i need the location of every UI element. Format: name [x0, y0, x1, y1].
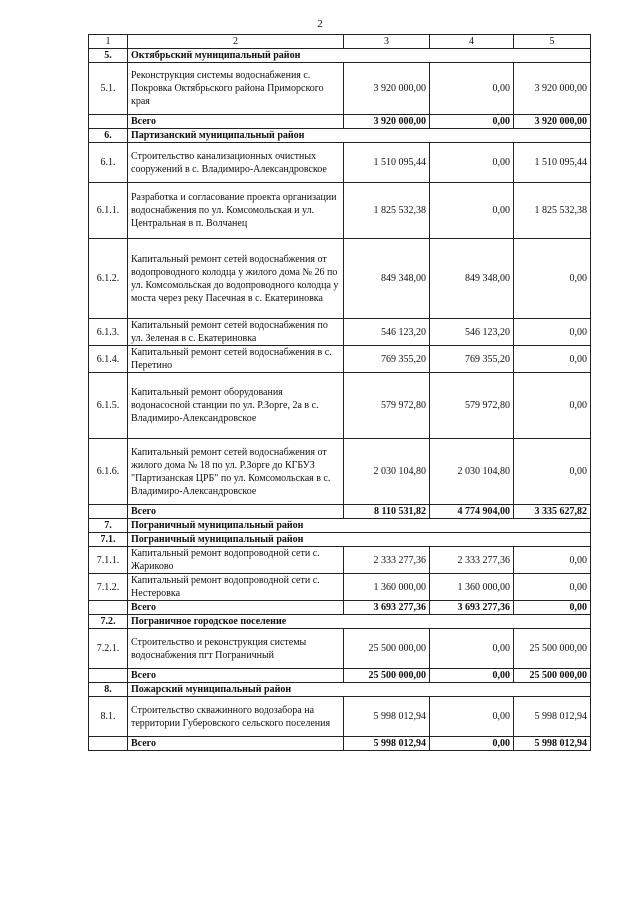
value-col4: 579 972,80: [430, 373, 514, 439]
value-col5: 0,00: [514, 319, 591, 346]
total-value-col4: 3 693 277,36: [430, 601, 514, 615]
section-number: 5.: [89, 49, 128, 63]
item-number: 6.1.2.: [89, 239, 128, 319]
value-col3: 2 030 104,80: [344, 439, 430, 505]
section-row: [89, 49, 591, 63]
header-cell: 3: [344, 35, 430, 49]
table-row: [89, 629, 591, 669]
value-col5: 0,00: [514, 547, 591, 574]
total-row: [89, 505, 591, 519]
item-name: Строительство скважинного водозабора на территории Губеровского сельского поселения: [128, 697, 344, 737]
section-number: 6.: [89, 129, 128, 143]
value-col4: 2 030 104,80: [430, 439, 514, 505]
header-cell: 2: [128, 35, 344, 49]
total-row: [89, 601, 591, 615]
table-row: [89, 547, 591, 574]
item-number: 6.1.1.: [89, 183, 128, 239]
total-value-col3: 25 500 000,00: [344, 669, 430, 683]
table-row: [89, 346, 591, 373]
item-number: 5.1.: [89, 63, 128, 115]
total-label: Всего: [128, 505, 344, 519]
table-row: [89, 63, 591, 115]
table-row: [89, 697, 591, 737]
item-name: Разработка и согласование проекта организации водоснабжения по ул. Комсомольская и ул. Центральная в п. Волчанец: [128, 183, 344, 239]
section-number: 7.2.: [89, 615, 128, 629]
item-number: 6.1.5.: [89, 373, 128, 439]
value-col4: 849 348,00: [430, 239, 514, 319]
value-col4: 0,00: [430, 183, 514, 239]
item-name: Капитальный ремонт сетей водоснабжения в с. Перетино: [128, 346, 344, 373]
total-value-col5: 0,00: [514, 601, 591, 615]
total-number-cell: [89, 737, 128, 751]
total-number-cell: [89, 115, 128, 129]
value-col4: 546 123,20: [430, 319, 514, 346]
item-name: Капитальный ремонт сетей водоснабжения от жилого дома № 18 по ул. Р.Зорге до КГБУЗ "Партизанская ЦРБ" по ул. Комсомольская в с. Владимиро-Александровское: [128, 439, 344, 505]
value-col5: 0,00: [514, 373, 591, 439]
table-row: [89, 183, 591, 239]
total-value-col4: 0,00: [430, 669, 514, 683]
item-name: Капитальный ремонт оборудования водонасосной станции по ул. Р.Зорге, 2а в с. Владимиро-Александровское: [128, 373, 344, 439]
total-value-col4: 0,00: [430, 115, 514, 129]
value-col3: 2 333 277,36: [344, 547, 430, 574]
item-name: Реконструкция системы водоснабжения с. Покровка Октябрьского района Приморского края: [128, 63, 344, 115]
item-number: 7.2.1.: [89, 629, 128, 669]
section-number: 7.: [89, 519, 128, 533]
total-value-col5: 5 998 012,94: [514, 737, 591, 751]
table-row: [89, 319, 591, 346]
total-label: Всего: [128, 737, 344, 751]
total-value-col5: 3 920 000,00: [514, 115, 591, 129]
total-row: [89, 115, 591, 129]
total-value-col4: 0,00: [430, 737, 514, 751]
total-value-col5: 25 500 000,00: [514, 669, 591, 683]
total-row: [89, 669, 591, 683]
item-name: Строительство и реконструкция системы водоснабжения пгт Пограничный: [128, 629, 344, 669]
item-name: Капитальный ремонт водопроводной сети с. Жариково: [128, 547, 344, 574]
item-number: 7.1.2.: [89, 574, 128, 601]
item-number: 6.1.4.: [89, 346, 128, 373]
page-number: 2: [317, 18, 323, 30]
header-cell: 1: [89, 35, 128, 49]
value-col4: 0,00: [430, 143, 514, 183]
section-title: Пограничное городское поселение: [128, 615, 591, 629]
value-col5: 1 825 532,38: [514, 183, 591, 239]
value-col4: 0,00: [430, 629, 514, 669]
total-label: Всего: [128, 115, 344, 129]
table-row: [89, 143, 591, 183]
total-label: Всего: [128, 669, 344, 683]
value-col4: 0,00: [430, 63, 514, 115]
section-number: 7.1.: [89, 533, 128, 547]
section-title: Пограничный муниципальный район: [128, 519, 591, 533]
total-value-col3: 5 998 012,94: [344, 737, 430, 751]
total-value-col3: 8 110 531,82: [344, 505, 430, 519]
total-label: Всего: [128, 601, 344, 615]
item-number: 6.1.3.: [89, 319, 128, 346]
value-col3: 1 360 000,00: [344, 574, 430, 601]
header-cell: 5: [514, 35, 591, 49]
value-col3: 769 355,20: [344, 346, 430, 373]
section-row: [89, 533, 591, 547]
item-name: Капитальный ремонт сетей водоснабжения по ул. Зеленая в с. Екатериновка: [128, 319, 344, 346]
item-name: Капитальный ремонт водопроводной сети с. Нестеровка: [128, 574, 344, 601]
header-row: [89, 35, 591, 49]
value-col4: 1 360 000,00: [430, 574, 514, 601]
section-number: 8.: [89, 683, 128, 697]
value-col5: 3 920 000,00: [514, 63, 591, 115]
value-col3: 3 920 000,00: [344, 63, 430, 115]
item-number: 6.1.6.: [89, 439, 128, 505]
total-number-cell: [89, 669, 128, 683]
value-col5: 0,00: [514, 439, 591, 505]
total-value-col5: 3 335 627,82: [514, 505, 591, 519]
section-row: [89, 519, 591, 533]
section-title: Октябрьский муниципальный район: [128, 49, 591, 63]
item-number: 8.1.: [89, 697, 128, 737]
total-value-col4: 4 774 904,00: [430, 505, 514, 519]
section-row: [89, 129, 591, 143]
value-col4: 2 333 277,36: [430, 547, 514, 574]
table-row: [89, 373, 591, 439]
header-cell: 4: [430, 35, 514, 49]
total-number-cell: [89, 601, 128, 615]
section-title: Пограничный муниципальный район: [128, 533, 591, 547]
item-name: Строительство канализационных очистных сооружений в с. Владимиро-Александровское: [128, 143, 344, 183]
total-value-col3: 3 920 000,00: [344, 115, 430, 129]
item-number: 6.1.: [89, 143, 128, 183]
section-row: [89, 615, 591, 629]
value-col5: 5 998 012,94: [514, 697, 591, 737]
value-col5: 0,00: [514, 574, 591, 601]
total-value-col3: 3 693 277,36: [344, 601, 430, 615]
section-row: [89, 683, 591, 697]
section-title: Пожарский муниципальный район: [128, 683, 591, 697]
value-col4: 769 355,20: [430, 346, 514, 373]
item-name: Капитальный ремонт сетей водоснабжения от водопроводного колодца у жилого дома № 26 по ул. Комсомольская до водопроводного колодца у моста через реку Пасечная в с. Екатериновка: [128, 239, 344, 319]
total-row: [89, 737, 591, 751]
table-row: [89, 439, 591, 505]
section-title: Партизанский муниципальный район: [128, 129, 591, 143]
table-row: [89, 239, 591, 319]
value-col3: 5 998 012,94: [344, 697, 430, 737]
value-col3: 849 348,00: [344, 239, 430, 319]
value-col5: 0,00: [514, 346, 591, 373]
total-number-cell: [89, 505, 128, 519]
value-col3: 1 825 532,38: [344, 183, 430, 239]
table-row: [89, 574, 591, 601]
value-col5: 0,00: [514, 239, 591, 319]
program-table: [88, 34, 591, 751]
value-col3: 1 510 095,44: [344, 143, 430, 183]
value-col5: 1 510 095,44: [514, 143, 591, 183]
item-number: 7.1.1.: [89, 547, 128, 574]
value-col3: 546 123,20: [344, 319, 430, 346]
value-col5: 25 500 000,00: [514, 629, 591, 669]
value-col3: 25 500 000,00: [344, 629, 430, 669]
value-col4: 0,00: [430, 697, 514, 737]
table-body: [89, 35, 591, 751]
value-col3: 579 972,80: [344, 373, 430, 439]
